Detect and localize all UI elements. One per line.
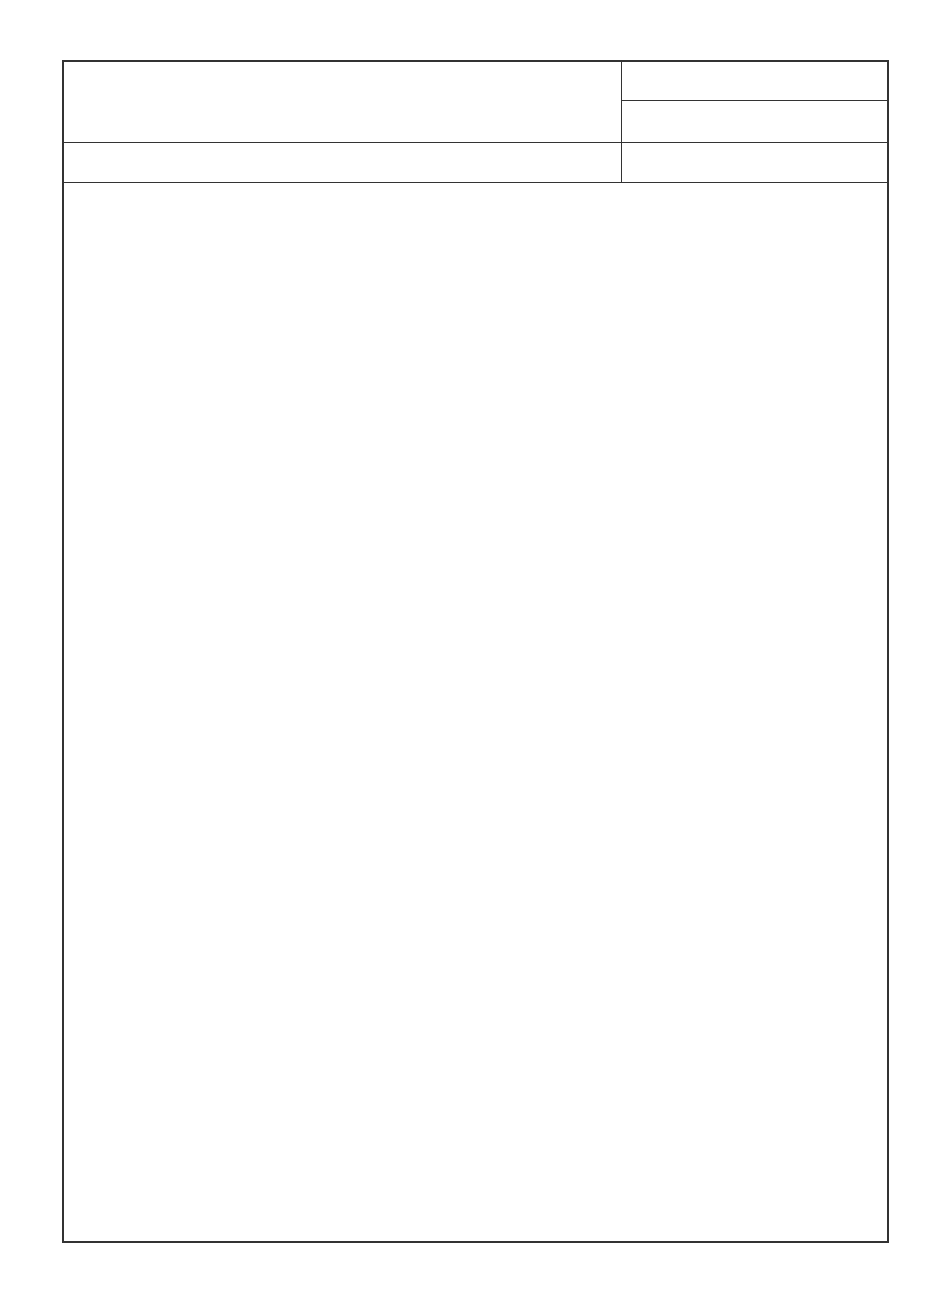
header-right-divider [621,100,887,101]
header-bottom-divider [64,182,887,183]
header-vertical-divider [621,62,622,182]
header-divider [64,142,887,143]
document-frame [62,60,889,1243]
